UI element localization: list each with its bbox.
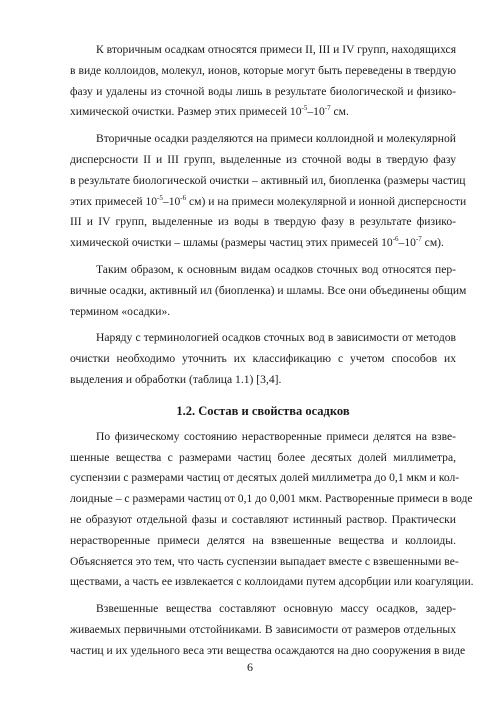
text-line: нерастворенные примеси делятся на взвешенные вещества и коллоиды. [70,533,456,547]
text-line: шенные вещества с размерами частиц более десятых долей миллиметра, [70,450,456,464]
text-line: суспензии с размерами частиц от десятых долей миллиметра до 0,1 мкм и кол- [70,471,460,485]
text-line: химической очистки. Размер этих примесей $10^{-5}-10^{-7}$ см. [70,104,349,119]
paragraph-suspended-matter [70,599,466,661]
section-heading: 1.2. Состав и свойства осадков [176,403,350,418]
text-line: живаемых первичными отстойниками. В зависимости от размеров отдельных [70,622,456,636]
text-line: лоидные – с размерами частиц от 0,1 до 0,001 мкм. Растворенные примеси в воде [70,492,473,506]
page-number: 6 [247,660,253,674]
text-line: не образуют отдельной фазы и составляют истинный раствор. Практически [70,512,456,526]
text-line: очистки необходимо уточнить их классификацию с учетом способов их [70,352,456,366]
paragraph-physical-state [70,427,474,593]
text-line: в результате биологической очистки – активный ил, биопленка (размеры частиц [70,173,466,187]
text-line: в виде коллоидов, молекул, ионов, которые могут быть переведены в твердую [70,63,456,77]
text-line: Вторичные осадки разделяются на примеси коллоидной и молекулярной [96,132,456,146]
text-line: вичные осадки, активный ил (биопленка) и шламы. Все они объединены общим [70,283,467,297]
text-line: термином «осадки». [70,304,171,318]
text-line: К вторичным осадкам относятся примеси II, III и IV групп, находящихся [96,43,457,56]
text-line: Таким образом, к основным видам осадков сточных вод относятся пер- [96,262,456,276]
text-line: ществами, а часть ее извлекается с коллоидами путем адсорбции или коагуляции. [70,575,474,589]
document-page [70,40,474,662]
text-line: фазу и удалены из сточной воды лишь в результате биологической и физико- [70,84,456,98]
paragraph-secondary-classification [70,129,467,254]
paragraph-main-types [70,260,467,322]
text-line: дисперсности II и III групп, выделенные из сточной воды в твердую фазу [70,152,456,166]
text-line: Объясняется это тем, что часть суспензии выпадает вместе с взвешенными ве- [70,554,459,568]
paragraph-terminology [70,328,456,390]
paragraph-secondary-sediments [70,40,456,123]
text-line: выделения и обработки (таблица 1.1) [3,4]. [70,372,282,386]
text-line: По физическому состоянию нерастворенные примеси делятся на взве- [96,429,456,443]
text-line: III и IV групп, выделенные из воды в твердую фазу в результате физико- [70,215,456,229]
text-line: Наряду с терминологией осадков сточных вод в зависимости от методов [96,331,456,345]
text-line: химической очистки – шламы (размеры частиц этих примесей $10^{-6}-10^{-7}$ см). [70,235,444,250]
text-line: этих примесей $10^{-5}-10^{-6}$ см) и на примеси молекулярной и ионной дисперсности [70,193,467,208]
text-line: частиц и их удельного веса эти вещества осаждаются на дно сооружения в виде [70,643,466,657]
text-line: Взвешенные вещества составляют основную массу осадков, задер- [96,602,456,616]
